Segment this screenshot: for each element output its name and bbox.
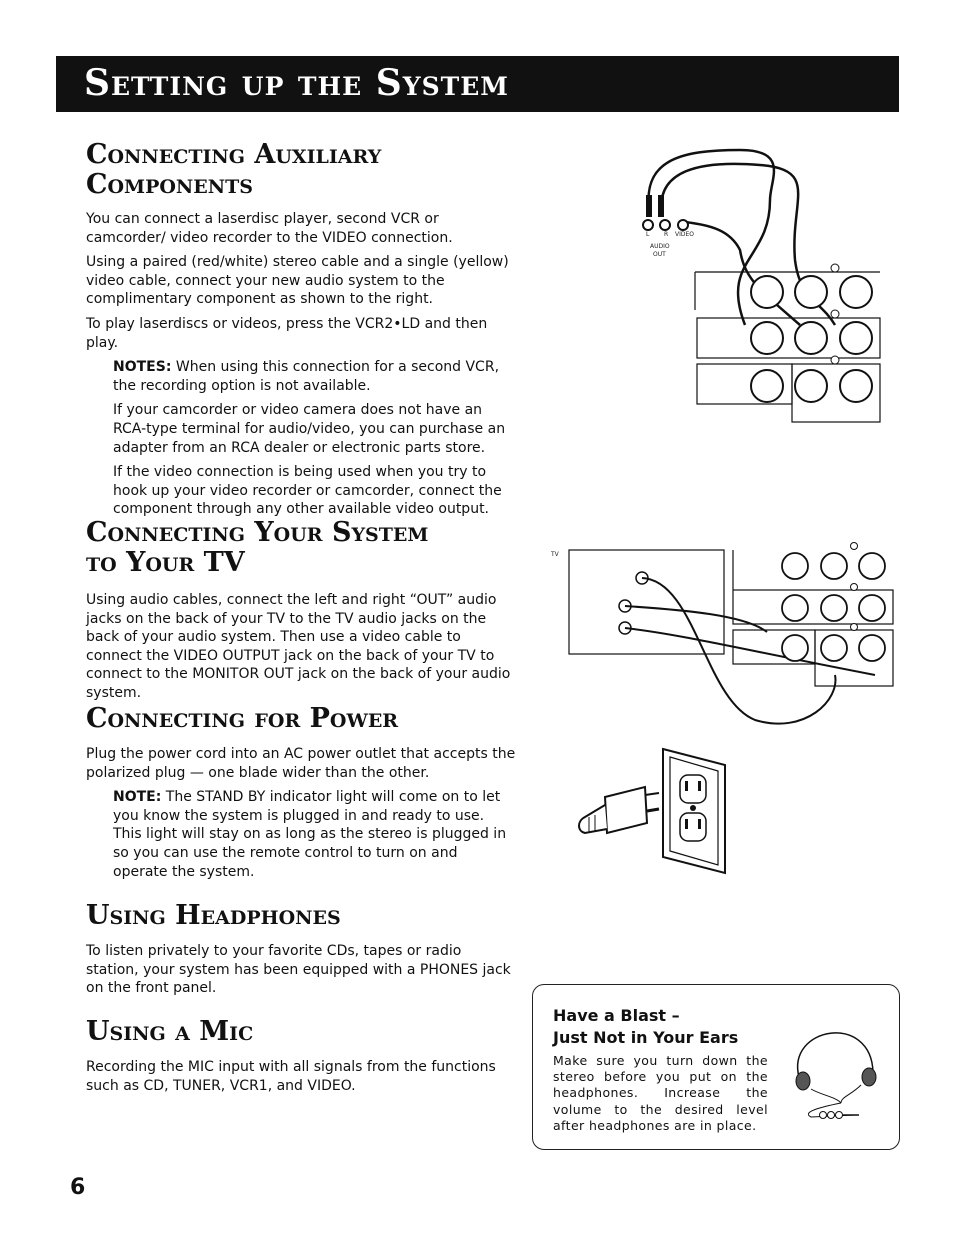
tv-label: TV [551,551,559,558]
tv-body [86,591,516,709]
power-note [113,788,516,881]
tip-title-line1: Have a Blast – [553,1006,680,1025]
tip-title [553,1005,773,1049]
aux-heading [86,140,381,200]
power-heading: Connecting for Power [86,703,399,734]
aux-label-video: VIDEO [675,231,695,238]
tip-title-line2: Just Not in Your Ears [553,1028,739,1047]
power-note-label: NOTE: [113,789,162,806]
page-title: Setting up the System [84,62,509,104]
page-number: 6 [70,1175,86,1200]
aux-paragraph-1: You can connect a laserdisc player, second VCR or camcorder/ video recorder to the VIDEO connection. [86,211,453,246]
power-paragraph-1: Plug the power cord into an AC power outlet that accepts the polarized plug — one blade wider than the other. [86,746,516,781]
headphones-heading: Using Headphones [86,900,341,931]
aux-paragraph-3: To play laserdiscs or videos, press the VCR2•LD and then play. [86,315,488,351]
mic-body [86,1058,516,1101]
power-note-text: The STAND BY indicator light will come on to let you know the system is plugged in and ready to use. This light will stay on as long as the stereo is plugged in so you can use the remote control to turn on and operate the system. [113,789,507,880]
tip-box [532,984,900,1150]
headphones-body [86,942,516,1004]
power-outlet-diagram [575,745,735,875]
tv-paragraph-1: Using audio cables, connect the left and right “OUT” audio jacks on the back of your TV to the TV audio jacks on the back of your audio system. Then use a video cable to connect the VIDEO OUTPUT jack on the back of your TV to connect to the MONITOR OUT jack on the back of your audio system. [86,592,511,701]
aux-note-1-text: When using this connection for a second VCR, the recording option is not available. [113,359,500,394]
aux-label-l: L [646,231,650,238]
aux-body [86,210,516,525]
header-banner [56,56,899,112]
tv-connection-diagram [545,540,900,740]
aux-note-3: If the video connection is being used when you try to hook up your video recorder or camcorder, connect the component through any other available video output. [113,464,502,518]
aux-paragraph-2: Using a paired (red/white) stereo cable and a single (yellow) video cable, connect your new audio system to the complimentary component as shown to the right. [86,254,509,308]
aux-heading-line2: Components [86,169,253,200]
aux-label-r: R [664,231,669,238]
tip-body: Make sure you turn down the stereo before you put on the headphones. Increase the volume to the desired level after headphones are in place. [553,1053,768,1133]
aux-note-2: If your camcorder or video camera does not have an RCA-type terminal for audio/video, you can purchase an adapter from an RCA dealer or electronic parts store. [113,402,506,456]
tv-heading-line1: Connecting Your System [86,517,429,548]
aux-note-label: NOTES: [113,359,172,376]
aux-label-out: OUT [653,251,666,258]
mic-paragraph-1: Recording the MIC input with all signals from the functions such as CD, TUNER, VCR1, and VIDEO. [86,1059,496,1094]
power-body [86,745,516,887]
aux-label-audio: AUDIO [650,243,670,250]
tv-heading [86,518,428,578]
headphones-icon [781,1007,891,1127]
aux-connection-diagram [620,140,890,430]
aux-note-1 [113,358,516,395]
headphones-paragraph-1: To listen privately to your favorite CDs, tapes or radio station, your system has been equipped with a PHONES jack on the front panel. [86,943,511,997]
mic-heading: Using a Mic [86,1016,254,1047]
aux-heading-line1: Connecting Auxiliary [86,139,382,170]
tv-heading-line2: to Your TV [86,547,245,578]
